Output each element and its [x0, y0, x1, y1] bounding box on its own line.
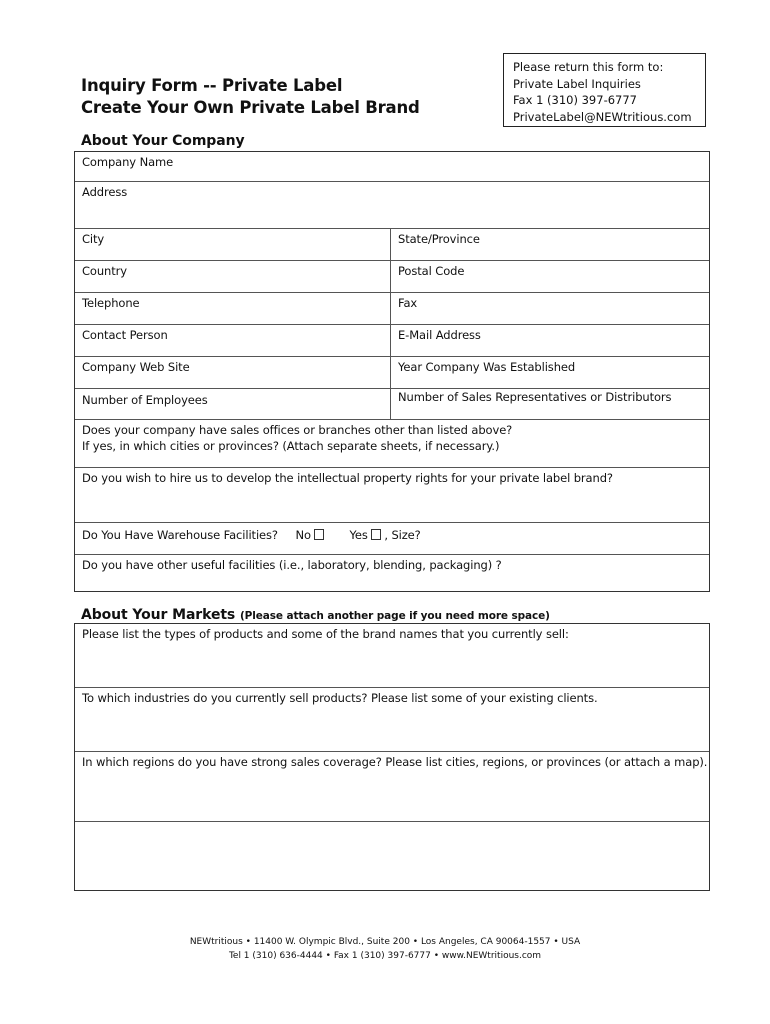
footer-address: NEWtritious • 11400 W. Olympic Blvd., Suite 200 • Los Angeles, CA 90064-1557 • USA [189, 937, 581, 947]
country-row [75, 261, 709, 293]
contact-person-field[interactable] [75, 325, 391, 356]
company-form-table [74, 151, 710, 592]
address-row [75, 182, 709, 229]
products-field[interactable] [75, 624, 709, 687]
telephone-row [75, 293, 709, 325]
company-name-row [75, 152, 709, 182]
ip-row [75, 468, 709, 523]
employees-field[interactable] [75, 389, 391, 419]
regions-field[interactable] [75, 752, 709, 821]
contact-row [75, 325, 709, 357]
markets-section-heading [81, 607, 550, 623]
warehouse-no-checkbox[interactable] [314, 529, 324, 540]
postal-code-label: Postal Code [398, 264, 465, 278]
branches-field[interactable] [75, 420, 709, 467]
company-section-heading [81, 133, 244, 149]
extra-notes-field[interactable] [75, 822, 709, 890]
city-label: City [82, 232, 105, 246]
return-address-box [503, 53, 706, 127]
industries-row [75, 688, 709, 752]
company-name-label: Company Name [82, 155, 174, 169]
warehouse-field [75, 523, 709, 554]
address-label: Address [82, 185, 128, 199]
products-row [75, 624, 709, 688]
address-field[interactable] [75, 182, 709, 228]
employees-row [75, 389, 709, 420]
fax-field[interactable] [391, 293, 709, 324]
website-row [75, 357, 709, 389]
return-line: Please return this form to: [513, 60, 664, 74]
city-field[interactable] [75, 229, 391, 260]
telephone-field[interactable] [75, 293, 391, 324]
email-label: E-Mail Address [398, 328, 481, 342]
employees-label: Number of Employees [82, 393, 208, 407]
form-title [81, 75, 420, 119]
blank-extra-row [75, 822, 709, 890]
facilities-row [75, 555, 709, 591]
state-label: State/Province [398, 232, 480, 246]
country-field[interactable] [75, 261, 391, 292]
regions-question: In which regions do you have strong sales coverage? Please list cities, regions, or provinces (or attach a map). [82, 755, 708, 769]
page-footer [0, 935, 770, 963]
facilities-field[interactable] [75, 555, 709, 591]
warehouse-yes-checkbox[interactable] [371, 529, 381, 540]
sales-reps-label: Number of Sales Representatives or Distributors [398, 390, 672, 404]
company-section-title: About Your Company [81, 133, 245, 149]
company-name-field[interactable] [75, 152, 709, 181]
markets-section-note: (Please attach another page if you need more space) [239, 610, 550, 622]
products-question: Please list the types of products and some of the brand names that you currently sell: [82, 627, 569, 641]
facilities-label: Do you have other useful facilities (i.e., laboratory, blending, packaging) ? [82, 558, 502, 572]
form-title-line2: Create Your Own Private Label Brand [81, 98, 420, 117]
web-site-field[interactable] [75, 357, 391, 388]
branches-row [75, 420, 709, 468]
industries-question: To which industries do you currently sell products? Please list some of your existing clients. [82, 691, 598, 705]
branches-question-line1: Does your company have sales offices or branches other than listed above? [82, 423, 513, 437]
year-established-field[interactable] [391, 357, 709, 388]
warehouse-row [75, 523, 709, 555]
sales-reps-field[interactable] [391, 389, 709, 419]
fax-label: Fax [398, 296, 418, 310]
telephone-label: Telephone [82, 296, 140, 310]
warehouse-size-label: , Size? [384, 528, 421, 542]
contact-person-label: Contact Person [82, 328, 168, 342]
email-field[interactable] [391, 325, 709, 356]
footer-contact: Tel 1 (310) 636-4444 • Fax 1 (310) 397-6777 • www.NEWtritious.com [228, 951, 542, 961]
warehouse-no-label: No [295, 528, 311, 542]
industries-field[interactable] [75, 688, 709, 751]
year-established-label: Year Company Was Established [398, 360, 576, 374]
return-email: PrivateLabel@NEWtritious.com [513, 109, 692, 124]
state-field[interactable] [391, 229, 709, 260]
warehouse-yes-label: Yes [349, 528, 368, 542]
return-fax: Fax 1 (310) 397-6777 [513, 93, 637, 107]
markets-form-table [74, 623, 710, 891]
markets-section-title: About Your Markets [81, 607, 236, 623]
postal-code-field[interactable] [391, 261, 709, 292]
form-title-line1: Inquiry Form -- Private Label [81, 76, 343, 95]
regions-row [75, 752, 709, 822]
web-site-label: Company Web Site [82, 360, 190, 374]
branches-question-line2: If yes, in which cities or provinces? (Attach separate sheets, if necessary.) [82, 439, 500, 453]
ip-question-label: Do you wish to hire us to develop the intellectual property rights for your private label brand? [82, 471, 613, 485]
ip-question-field[interactable] [75, 468, 709, 522]
city-row [75, 229, 709, 261]
return-line: Private Label Inquiries [513, 76, 641, 91]
warehouse-label: Do You Have Warehouse Facilities? [82, 528, 278, 542]
country-label: Country [82, 264, 127, 278]
